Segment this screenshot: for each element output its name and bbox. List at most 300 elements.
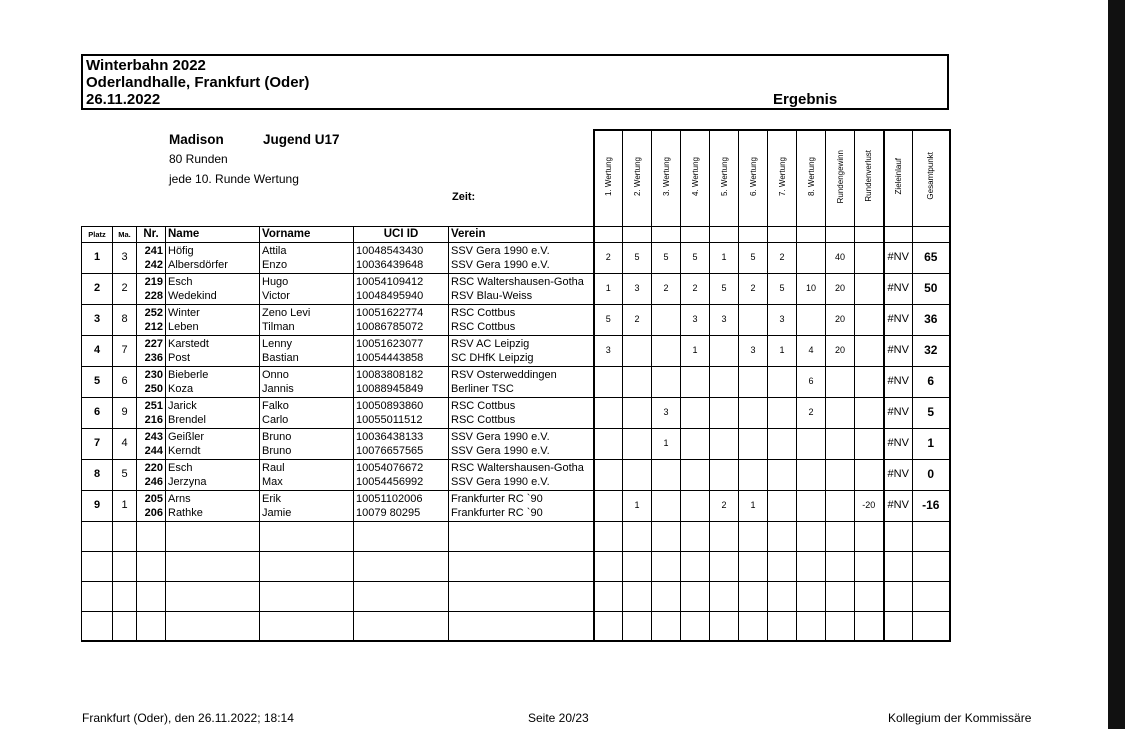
verein-cell	[449, 273, 594, 304]
vorname-1: Zeno Levi	[262, 306, 311, 319]
ma-cell: 7	[113, 335, 137, 366]
vorname-1: Hugo	[262, 275, 289, 288]
verein-cell	[449, 366, 594, 397]
score-w4-cell: 3	[681, 304, 710, 335]
score-rg-cell	[826, 397, 855, 428]
score-rv-cell: -20	[855, 490, 884, 521]
score-w6-cell: 2	[739, 273, 768, 304]
name-2: Post	[168, 351, 191, 364]
score-rg-cell	[826, 428, 855, 459]
score-w4-cell	[681, 397, 710, 428]
score-w1-cell	[594, 397, 623, 428]
score-rv-cell	[855, 428, 884, 459]
nr-1: 252	[144, 306, 163, 319]
platz-cell: 1	[82, 242, 113, 273]
score-rg-cell: 20	[826, 273, 855, 304]
score-w7-cell: 2	[768, 242, 797, 273]
score-rv-cell	[855, 335, 884, 366]
col-name-header: Name	[166, 226, 260, 242]
table-row	[82, 459, 950, 490]
nr-cell	[137, 273, 166, 304]
vorname-2: Bruno	[262, 444, 292, 457]
verein-1: RSC Waltershausen-Gotha	[451, 461, 584, 474]
race-discipline: Madison	[169, 132, 224, 147]
nr-cell	[137, 490, 166, 521]
vorname-1: Bruno	[262, 430, 292, 443]
verein-2: RSC Cottbus	[451, 320, 516, 333]
table-row	[82, 335, 950, 366]
score-w5-cell	[710, 459, 739, 490]
uci-1: 10051622774	[356, 306, 424, 319]
score-w2-cell	[623, 428, 652, 459]
uci-cell	[354, 273, 449, 304]
table-row	[82, 428, 950, 459]
gesamtpunkt-cell: 65	[913, 242, 950, 273]
ma-cell: 2	[113, 273, 137, 304]
vorname-2: Bastian	[262, 351, 299, 364]
gesamtpunkt-cell: 0	[913, 459, 950, 490]
verein-1: SSV Gera 1990 e.V.	[451, 244, 550, 257]
score-w2-cell: 2	[623, 304, 652, 335]
score-w5-cell: 1	[710, 242, 739, 273]
score-w1-cell: 5	[594, 304, 623, 335]
vorname-cell	[260, 304, 354, 335]
score-w1-cell: 1	[594, 273, 623, 304]
event-header	[81, 54, 949, 110]
score-rg-cell	[826, 490, 855, 521]
score-w2-cell	[623, 335, 652, 366]
score-w7-cell	[768, 397, 797, 428]
verein-cell	[449, 490, 594, 521]
gesamtpunkt-cell: 6	[913, 366, 950, 397]
uci-cell	[354, 459, 449, 490]
platz-cell: 2	[82, 273, 113, 304]
vorname-1: Raul	[262, 461, 285, 474]
uci-1: 10083808182	[356, 368, 424, 381]
name-cell	[166, 459, 260, 490]
col-w2-header: 2. Wertung	[623, 130, 652, 226]
zieleinlauf-cell: #NV	[884, 366, 913, 397]
vorname-2: Jamie	[262, 506, 292, 519]
ma-cell: 3	[113, 242, 137, 273]
uci-cell	[354, 490, 449, 521]
vorname-cell	[260, 335, 354, 366]
score-rv-cell	[855, 304, 884, 335]
empty-row	[82, 611, 950, 641]
col-w7-header: 7. Wertung	[768, 130, 797, 226]
col-ma-header: Ma.	[113, 226, 137, 242]
uci-2: 10048495940	[356, 289, 424, 302]
zieleinlauf-cell: #NV	[884, 242, 913, 273]
event-date: 26.11.2022	[86, 91, 161, 108]
score-w7-cell: 3	[768, 304, 797, 335]
score-w5-cell: 2	[710, 490, 739, 521]
zieleinlauf-cell: #NV	[884, 490, 913, 521]
score-w3-cell	[652, 366, 681, 397]
platz-cell: 3	[82, 304, 113, 335]
uci-2: 10086785072	[356, 320, 424, 333]
empty-row	[82, 521, 950, 551]
nr-1: 227	[144, 337, 163, 350]
name-1: Höfig	[168, 244, 194, 257]
table-row	[82, 366, 950, 397]
uci-2: 10076657565	[356, 444, 424, 457]
name-2: Albersdörfer	[168, 258, 228, 271]
vorname-cell	[260, 273, 354, 304]
score-w2-cell	[623, 459, 652, 490]
score-rv-cell	[855, 273, 884, 304]
ma-cell: 6	[113, 366, 137, 397]
score-w6-cell	[739, 459, 768, 490]
nr-1: 251	[144, 399, 163, 412]
vorname-1: Onno	[262, 368, 289, 381]
race-category: Jugend U17	[263, 132, 340, 147]
gesamtpunkt-cell: 32	[913, 335, 950, 366]
score-w7-cell	[768, 428, 797, 459]
score-w2-cell	[623, 397, 652, 428]
verein-2: RSC Cottbus	[451, 413, 516, 426]
gesamtpunkt-cell: 5	[913, 397, 950, 428]
vorname-1: Erik	[262, 492, 281, 505]
nr-cell	[137, 459, 166, 490]
table-row	[82, 304, 950, 335]
col-vorname-header: Vorname	[260, 226, 354, 242]
score-w4-cell: 5	[681, 242, 710, 273]
platz-cell: 4	[82, 335, 113, 366]
vorname-cell	[260, 397, 354, 428]
score-w5-cell	[710, 366, 739, 397]
score-w6-cell	[739, 428, 768, 459]
score-w8-cell	[797, 304, 826, 335]
score-w3-cell: 5	[652, 242, 681, 273]
name-cell	[166, 242, 260, 273]
table-row	[82, 242, 950, 273]
uci-1: 10051623077	[356, 337, 424, 350]
nr-1: 241	[144, 244, 163, 257]
name-1: Esch	[168, 461, 193, 474]
footer-page-number: Seite 20/23	[528, 711, 589, 725]
score-w8-cell: 6	[797, 366, 826, 397]
nr-cell	[137, 366, 166, 397]
score-rv-cell	[855, 242, 884, 273]
score-w5-cell: 3	[710, 304, 739, 335]
nr-2: 236	[144, 351, 163, 364]
zieleinlauf-cell: #NV	[884, 335, 913, 366]
empty-row	[82, 581, 950, 611]
race-scoring: jede 10. Runde Wertung	[169, 172, 299, 186]
vorname-1: Attila	[262, 244, 287, 257]
score-rg-cell: 20	[826, 335, 855, 366]
score-w6-cell	[739, 397, 768, 428]
vorname-cell	[260, 490, 354, 521]
verein-2: SSV Gera 1990 e.V.	[451, 444, 550, 457]
nr-2: 250	[144, 382, 163, 395]
uci-2: 10088945849	[356, 382, 424, 395]
ma-cell: 8	[113, 304, 137, 335]
nr-2: 212	[144, 320, 163, 333]
score-w7-cell: 5	[768, 273, 797, 304]
time-label: Zeit:	[452, 191, 476, 203]
score-w6-cell: 5	[739, 242, 768, 273]
score-w6-cell	[739, 304, 768, 335]
score-w4-cell	[681, 459, 710, 490]
uci-cell	[354, 428, 449, 459]
score-w8-cell	[797, 428, 826, 459]
uci-1: 10054076672	[356, 461, 424, 474]
verein-cell	[449, 304, 594, 335]
score-w1-cell	[594, 490, 623, 521]
name-2: Rathke	[168, 506, 203, 519]
score-w2-cell: 1	[623, 490, 652, 521]
zieleinlauf-cell: #NV	[884, 273, 913, 304]
footer-signature: Kollegium der Kommissäre	[888, 711, 1032, 725]
ma-cell: 4	[113, 428, 137, 459]
score-w6-cell: 3	[739, 335, 768, 366]
empty-row	[82, 551, 950, 581]
platz-cell: 8	[82, 459, 113, 490]
vorname-cell	[260, 428, 354, 459]
ma-cell: 9	[113, 397, 137, 428]
verein-1: RSC Cottbus	[451, 399, 516, 412]
name-2: Leben	[168, 320, 199, 333]
verein-2: SSV Gera 1990 e.V.	[451, 258, 550, 271]
uci-cell	[354, 335, 449, 366]
name-2: Kerndt	[168, 444, 201, 457]
nr-cell	[137, 335, 166, 366]
uci-cell	[354, 304, 449, 335]
score-w4-cell	[681, 490, 710, 521]
col-verein-header: Verein	[449, 226, 594, 242]
score-w3-cell: 3	[652, 397, 681, 428]
score-w3-cell	[652, 304, 681, 335]
nr-2: 242	[144, 258, 163, 271]
name-1: Geißler	[168, 430, 205, 443]
col-w6-header: 6. Wertung	[739, 130, 768, 226]
zieleinlauf-cell: #NV	[884, 304, 913, 335]
verein-2: SC DHfK Leipzig	[451, 351, 534, 364]
nr-1: 243	[144, 430, 163, 443]
vorname-cell	[260, 459, 354, 490]
name-1: Winter	[168, 306, 200, 319]
score-w5-cell	[710, 335, 739, 366]
header-top-row	[82, 130, 950, 226]
col-w4-header: 4. Wertung	[681, 130, 710, 226]
gesamtpunkt-cell: 1	[913, 428, 950, 459]
score-w3-cell: 2	[652, 273, 681, 304]
score-w8-cell	[797, 242, 826, 273]
verein-2: Berliner TSC	[451, 382, 514, 395]
score-rg-cell: 40	[826, 242, 855, 273]
vorname-1: Lenny	[262, 337, 292, 350]
nr-cell	[137, 304, 166, 335]
vorname-2: Enzo	[262, 258, 288, 271]
score-w3-cell	[652, 335, 681, 366]
score-w2-cell: 5	[623, 242, 652, 273]
score-w5-cell: 5	[710, 273, 739, 304]
name-1: Bieberle	[168, 368, 209, 381]
score-w7-cell: 1	[768, 335, 797, 366]
result-label: Ergebnis	[773, 91, 838, 108]
col-nr-header: Nr.	[137, 226, 166, 242]
score-w7-cell	[768, 366, 797, 397]
nr-cell	[137, 428, 166, 459]
uci-1: 10051102006	[356, 492, 423, 505]
nr-1: 220	[144, 461, 163, 474]
score-w5-cell	[710, 397, 739, 428]
uci-2: 10054443858	[356, 351, 424, 364]
verein-2: SSV Gera 1990 e.V.	[451, 475, 550, 488]
results-table	[81, 129, 951, 642]
score-w6-cell	[739, 366, 768, 397]
score-w8-cell: 10	[797, 273, 826, 304]
vorname-2: Tilman	[262, 320, 295, 333]
nr-2: 246	[144, 475, 163, 488]
score-w1-cell: 2	[594, 242, 623, 273]
score-w6-cell: 1	[739, 490, 768, 521]
platz-cell: 5	[82, 366, 113, 397]
vorname-2: Jannis	[262, 382, 294, 395]
table-row	[82, 397, 950, 428]
vorname-2: Carlo	[262, 413, 289, 426]
vorname-cell	[260, 242, 354, 273]
col-zieleinlauf-header: Zieleinlauf	[884, 130, 913, 226]
uci-2: 10054456992	[356, 475, 424, 488]
score-w8-cell: 2	[797, 397, 826, 428]
name-1: Arns	[168, 492, 191, 505]
uci-1: 10050893860	[356, 399, 424, 412]
nr-cell	[137, 242, 166, 273]
uci-2: 10036439648	[356, 258, 424, 271]
ma-cell: 5	[113, 459, 137, 490]
race-laps: 80 Runden	[169, 152, 228, 166]
nr-1: 219	[144, 275, 163, 288]
verein-cell	[449, 397, 594, 428]
score-w8-cell	[797, 490, 826, 521]
uci-cell	[354, 366, 449, 397]
score-w8-cell: 4	[797, 335, 826, 366]
platz-cell: 6	[82, 397, 113, 428]
col-w5-header: 5. Wertung	[710, 130, 739, 226]
verein-2: Frankfurter RC `90	[451, 506, 543, 519]
score-rg-cell: 20	[826, 304, 855, 335]
vorname-2: Max	[262, 475, 283, 488]
event-venue: Oderlandhalle, Frankfurt (Oder)	[86, 74, 310, 91]
col-w3-header: 3. Wertung	[652, 130, 681, 226]
name-2: Koza	[168, 382, 194, 395]
uci-1: 10054109412	[356, 275, 424, 288]
zieleinlauf-cell: #NV	[884, 459, 913, 490]
nr-cell	[137, 397, 166, 428]
score-rg-cell	[826, 366, 855, 397]
score-rv-cell	[855, 397, 884, 428]
uci-2: 10079 80295	[356, 506, 421, 519]
name-cell	[166, 366, 260, 397]
platz-cell: 7	[82, 428, 113, 459]
verein-cell	[449, 242, 594, 273]
score-w5-cell	[710, 428, 739, 459]
verein-cell	[449, 335, 594, 366]
score-w1-cell	[594, 428, 623, 459]
uci-1: 10036438133	[356, 430, 424, 443]
verein-1: RSC Cottbus	[451, 306, 516, 319]
score-rv-cell	[855, 459, 884, 490]
col-gesamtpunkt-header: Gesamtpunkt	[913, 130, 950, 226]
col-w8-header: 8. Wertung	[797, 130, 826, 226]
score-w4-cell	[681, 366, 710, 397]
nr-2: 206	[144, 506, 163, 519]
zieleinlauf-cell: #NV	[884, 397, 913, 428]
score-w2-cell: 3	[623, 273, 652, 304]
score-w4-cell	[681, 428, 710, 459]
nr-2: 244	[144, 444, 163, 457]
name-cell	[166, 273, 260, 304]
gesamtpunkt-cell: 50	[913, 273, 950, 304]
table-row	[82, 273, 950, 304]
column-header-row	[82, 226, 950, 242]
verein-1: RSV Osterweddingen	[451, 368, 557, 381]
verein-2: RSV Blau-Weiss	[451, 289, 533, 302]
vorname-1: Falko	[262, 399, 289, 412]
col-rundenverlust-header: Rundenverlust	[855, 130, 884, 226]
score-w1-cell	[594, 366, 623, 397]
nr-2: 216	[144, 413, 163, 426]
table-row	[82, 490, 950, 521]
col-platz-header: Platz	[82, 226, 113, 242]
uci-cell	[354, 242, 449, 273]
score-rg-cell	[826, 459, 855, 490]
score-w8-cell	[797, 459, 826, 490]
nr-1: 205	[144, 492, 163, 505]
verein-cell	[449, 459, 594, 490]
uci-cell	[354, 397, 449, 428]
footer-location-date: Frankfurt (Oder), den 26.11.2022; 18:14	[82, 711, 294, 725]
vorname-cell	[260, 366, 354, 397]
event-title: Winterbahn 2022	[86, 57, 206, 74]
col-rundengewinn-header: Rundengewinn	[826, 130, 855, 226]
zieleinlauf-cell: #NV	[884, 428, 913, 459]
name-cell	[166, 428, 260, 459]
score-w4-cell: 2	[681, 273, 710, 304]
name-cell	[166, 490, 260, 521]
name-1: Karstedt	[168, 337, 209, 350]
name-1: Jarick	[168, 399, 197, 412]
nr-2: 228	[144, 289, 163, 302]
score-w3-cell: 1	[652, 428, 681, 459]
name-2: Jerzyna	[168, 475, 207, 488]
score-w4-cell: 1	[681, 335, 710, 366]
vorname-2: Victor	[262, 289, 290, 302]
name-cell	[166, 335, 260, 366]
name-1: Esch	[168, 275, 193, 288]
score-w1-cell: 3	[594, 335, 623, 366]
uci-2: 10055011512	[356, 413, 423, 426]
score-w7-cell	[768, 459, 797, 490]
col-uci-header: UCI ID	[354, 226, 449, 242]
platz-cell: 9	[82, 490, 113, 521]
name-cell	[166, 397, 260, 428]
score-w1-cell	[594, 459, 623, 490]
name-2: Wedekind	[168, 289, 217, 302]
verein-1: RSC Waltershausen-Gotha	[451, 275, 584, 288]
score-rv-cell	[855, 366, 884, 397]
name-cell	[166, 304, 260, 335]
score-w3-cell	[652, 459, 681, 490]
uci-1: 10048543430	[356, 244, 424, 257]
col-w1-header: 1. Wertung	[594, 130, 623, 226]
gesamtpunkt-cell: -16	[913, 490, 950, 521]
ma-cell: 1	[113, 490, 137, 521]
score-w7-cell	[768, 490, 797, 521]
